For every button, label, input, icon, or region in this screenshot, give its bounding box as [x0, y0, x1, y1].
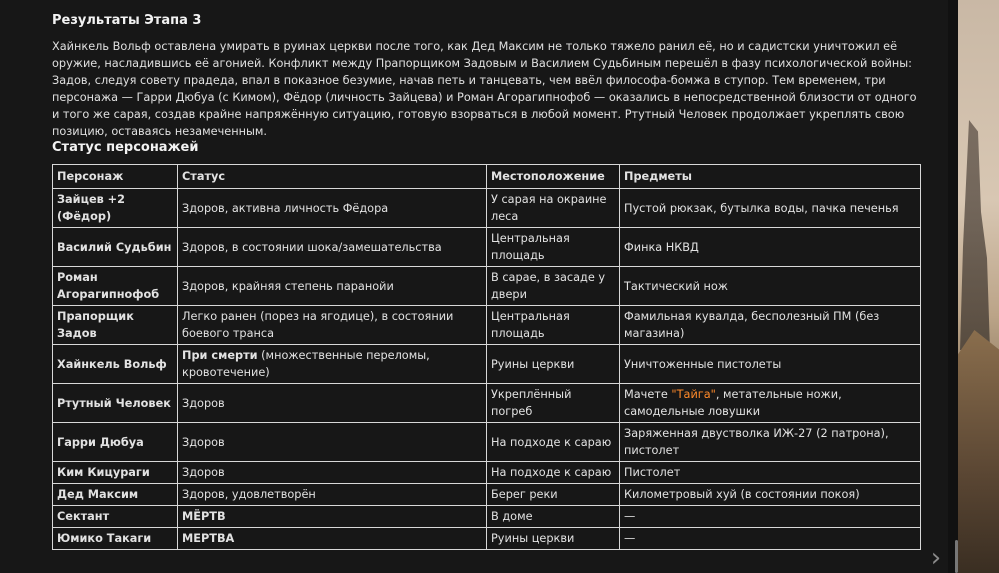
character-name: Прапорщик Задов: [53, 306, 178, 345]
character-status: [178, 506, 487, 528]
table-row: [53, 306, 921, 345]
status-detail: (множественные переломы, кровотечение): [182, 349, 430, 379]
table-row: [53, 462, 921, 484]
character-name: Гарри Дюбуа: [53, 423, 178, 462]
table-row: [53, 506, 921, 528]
character-location: В сарае, в засаде у двери: [487, 267, 620, 306]
character-name: Ртутный Человек: [53, 384, 178, 423]
status-emphasis: При смерти: [182, 349, 258, 362]
character-name: Юмико Такаги: [53, 528, 178, 550]
character-items: —: [620, 528, 921, 550]
character-name: Дед Максим: [53, 484, 178, 506]
table-row: [53, 345, 921, 384]
character-items: —: [620, 506, 921, 528]
table-row: [53, 423, 921, 462]
character-status: Здоров, крайняя степень паранойи: [178, 267, 487, 306]
character-status: Здоров, активна личность Фёдора: [178, 189, 487, 228]
results-heading: Результаты Этапа 3: [52, 13, 202, 28]
character-status: Здоров: [178, 423, 487, 462]
ruined-tower-shape: [960, 120, 990, 350]
items-text: , метательные ножи, самодельные ловушки: [624, 388, 842, 418]
status-heading: Статус персонажей: [52, 140, 199, 155]
background-artwork: [958, 0, 999, 573]
character-name: Роман Агорагипнофоб: [53, 267, 178, 306]
highlighted-item: "Тайга": [671, 388, 716, 401]
scrollbar-track[interactable]: [948, 0, 958, 573]
character-items: Километровый хуй (в состоянии покоя): [620, 484, 921, 506]
character-name: Зайцев +2 (Фёдор): [53, 189, 178, 228]
character-location: У сарая на окраине леса: [487, 189, 620, 228]
character-items: Заряженная двустволка ИЖ-27 (2 патрона), пистолет: [620, 423, 921, 462]
character-items: Финка НКВД: [620, 228, 921, 267]
col-header-character: Персонаж: [53, 165, 178, 189]
table-header-row: [53, 165, 921, 189]
character-status: Здоров: [178, 384, 487, 423]
status-emphasis: МЕРТВА: [182, 532, 235, 545]
character-status: Здоров, в состоянии шока/замешательства: [178, 228, 487, 267]
character-items: Тактический нож: [620, 267, 921, 306]
character-status: [178, 345, 487, 384]
character-items: Пистолет: [620, 462, 921, 484]
character-location: Центральная площадь: [487, 306, 620, 345]
col-header-status: Статус: [178, 165, 487, 189]
character-items: [620, 384, 921, 423]
hill-shape: [958, 330, 999, 573]
character-items: Фамильная кувалда, бесполезный ПМ (без магазина): [620, 306, 921, 345]
character-name: Василий Судьбин: [53, 228, 178, 267]
chevron-right-icon[interactable]: ›: [930, 543, 942, 573]
status-emphasis: МЁРТВ: [182, 510, 226, 523]
character-items: Уничтоженные пистолеты: [620, 345, 921, 384]
character-status: Легко ранен (порез на ягодице), в состоянии боевого транса: [178, 306, 487, 345]
character-location: Центральная площадь: [487, 228, 620, 267]
character-location: Руины церкви: [487, 345, 620, 384]
character-location: На подходе к сараю: [487, 462, 620, 484]
items-text: Мачете: [624, 388, 672, 401]
results-summary: Хайнкель Вольф оставлена умирать в руинах церкви после того, как Дед Максим не только тяжело ранил её, но и садистски уничтожил её оружие, насладившись её агонией. Конфликт между Прапорщиком Задовым и Василием Судьбиным перешёл в фазу психологической войны: Задов, следуя совету прадеда, впал в показное безумие, начав петь и танцевать, чем ввёл философа-бомжа в ступор. Тем временем, три персонажа — Гарри Дюбуа (с Кимом), Фёдор (личность Зайцева) и Роман Агорагипнофоб — оказались в непосредственной близости от одного и того же сарая, создав крайне напряжённую ситуацию, готовую взорваться в любой момент. Ртутный Человек продолжает укреплять свою позицию, оставаясь незамеченным.: [52, 40, 917, 138]
status-table: [52, 164, 921, 550]
character-location: На подходе к сараю: [487, 423, 620, 462]
character-location: Берег реки: [487, 484, 620, 506]
table-row: [53, 228, 921, 267]
col-header-location: Местоположение: [487, 165, 620, 189]
character-status: Здоров: [178, 462, 487, 484]
table-row: [53, 484, 921, 506]
character-name: Хайнкель Вольф: [53, 345, 178, 384]
character-location: Укреплённый погреб: [487, 384, 620, 423]
table-row: [53, 384, 921, 423]
character-status: [178, 528, 487, 550]
table-row: [53, 189, 921, 228]
col-header-items: Предметы: [620, 165, 921, 189]
character-location: Руины церкви: [487, 528, 620, 550]
table-row: [53, 528, 921, 550]
character-items: Пустой рюкзак, бутылка воды, пачка печенья: [620, 189, 921, 228]
character-status: Здоров, удовлетворён: [178, 484, 487, 506]
character-location: В доме: [487, 506, 620, 528]
character-name: Ким Кицураги: [53, 462, 178, 484]
table-row: [53, 267, 921, 306]
character-name: Сектант: [53, 506, 178, 528]
